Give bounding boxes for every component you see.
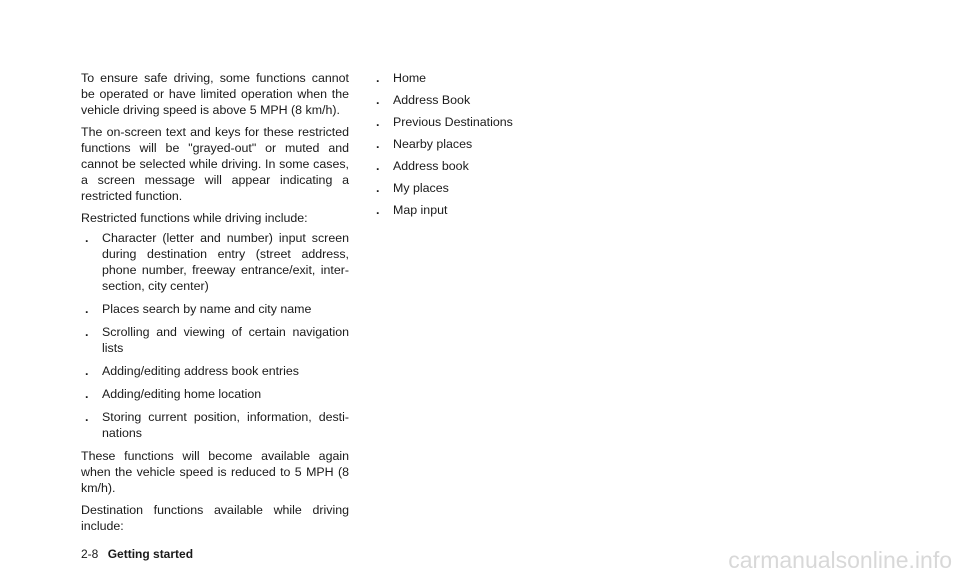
list-item: . Character (letter and number) input screen during destination entry (street address, phone number, freeway entrance/exit, inter-section, city center) bbox=[85, 231, 349, 293]
list-item: . Previous Destinations bbox=[376, 115, 513, 129]
bullet-icon: . bbox=[85, 302, 89, 316]
bullet-icon: . bbox=[85, 387, 89, 401]
list-item: . Adding/editing address book entries bbox=[85, 364, 300, 378]
list-item: . Adding/editing home location bbox=[85, 387, 262, 401]
bullet-icon: . bbox=[85, 410, 89, 424]
section-title: Getting started bbox=[107, 547, 194, 561]
list-item: . Home bbox=[376, 71, 427, 85]
list-item: . My places bbox=[376, 181, 449, 195]
bullet-icon: . bbox=[376, 159, 380, 173]
page-footer bbox=[81, 546, 193, 562]
list-item: . Places search by name and city name bbox=[85, 302, 312, 316]
availability-paragraph: These functions will become available again when the vehicle speed is reduced to 5 MPH (8 km/h). bbox=[81, 449, 349, 495]
right-column bbox=[372, 70, 572, 224]
watermark: carmanualsonline.info bbox=[728, 547, 952, 573]
available-functions-list bbox=[372, 70, 572, 218]
restricted-functions-list bbox=[81, 230, 349, 441]
bullet-icon: . bbox=[376, 203, 380, 217]
list-item: . Map input bbox=[376, 203, 448, 217]
page-number: 2-8 bbox=[81, 547, 99, 561]
bullet-icon: . bbox=[376, 181, 380, 195]
bullet-icon: . bbox=[85, 364, 89, 378]
safety-intro-paragraph: To ensure safe driving, some functions cannot be operated or have limited operation when the vehicle driving speed is above 5 MPH (8 km/h). bbox=[81, 71, 349, 117]
destination-functions-heading: Destination functions available while driving include: bbox=[81, 503, 349, 533]
left-column bbox=[81, 70, 349, 540]
bullet-icon: . bbox=[376, 93, 380, 107]
list-item: . Address Book bbox=[376, 93, 471, 107]
bullet-icon: . bbox=[85, 231, 89, 245]
list-item: . Address book bbox=[376, 159, 469, 173]
restricted-heading: Restricted functions while driving include: bbox=[81, 211, 308, 225]
bullet-icon: . bbox=[85, 325, 89, 339]
bullet-icon: . bbox=[376, 115, 380, 129]
list-item: . Nearby places bbox=[376, 137, 473, 151]
list-item: . Scrolling and viewing of certain navigation lists bbox=[85, 325, 349, 355]
grayed-out-paragraph: The on-screen text and keys for these restricted functions will be "grayed-out" or muted and cannot be selected while driving. In some cases, a screen message will appear indicating a restricted function. bbox=[81, 125, 349, 203]
list-item: . Storing current position, information, desti-nations bbox=[85, 410, 349, 440]
bullet-icon: . bbox=[376, 137, 380, 151]
bullet-icon: . bbox=[376, 71, 380, 85]
